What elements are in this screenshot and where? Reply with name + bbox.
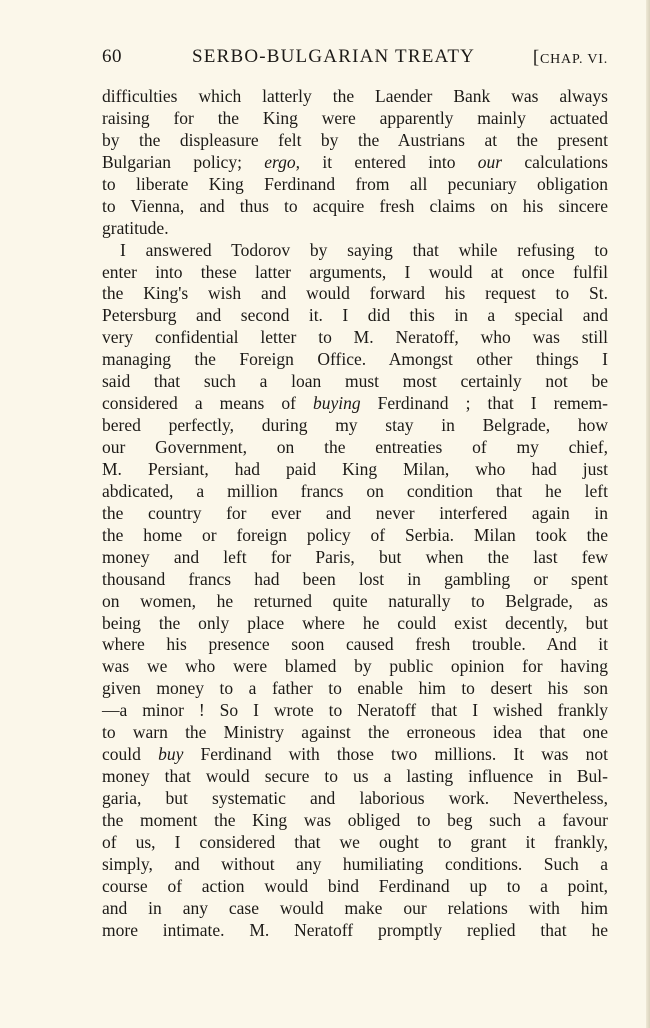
text-line: by the displeasure felt by the Austrians at the present	[102, 129, 608, 150]
text-line: the King's wish and would forward his request to St.	[102, 283, 608, 304]
text-line: Bulgarian policy; ergo, it entered into our calculations	[102, 151, 608, 172]
text-line: considered a means of buying Ferdinand ; that I remem-	[102, 393, 608, 414]
text-line: managing the Foreign Office. Amongst other things I	[102, 349, 608, 370]
italic-buying: buying	[312, 393, 361, 414]
text-line: to Vienna, and thus to acquire fresh claims on his sincere	[102, 195, 608, 216]
text-line: was we who were blamed by public opinion for having	[102, 656, 608, 677]
running-title: SERBO-BULGARIAN TREATY	[192, 46, 476, 67]
page-edge	[646, 0, 650, 1028]
text-line: money that would secure to us a lasting influence in Bul-	[102, 766, 608, 787]
text-line: thousand francs had been lost in gambling or spent	[102, 568, 608, 589]
text-line: more intimate. M. Neratoff promptly replied that he	[102, 919, 608, 940]
text-line: M. Persiant, had paid King Milan, who had just	[102, 458, 608, 479]
italic-buy: buy	[158, 744, 184, 765]
text-line: our Government, on the entreaties of my chief,	[102, 437, 608, 457]
text-line: abdicated, a million francs on condition that he left	[102, 480, 608, 501]
text-line: the home or foreign policy of Serbia. Milan took the	[102, 524, 608, 545]
text-line: could buy Ferdinand with those two millions. It was not	[102, 744, 608, 765]
text-line: where his presence soon caused fresh trouble. And it	[102, 634, 608, 655]
text-line: difficulties which latterly the Laender Bank was always	[102, 86, 608, 106]
text-line: simply, and without any humiliating conditions. Such a	[102, 853, 608, 874]
text-line: on women, he returned quite naturally to Belgrade, as	[102, 590, 608, 611]
text-line: Petersburg and second it. I did this in a special and	[102, 305, 608, 326]
italic-our: our	[477, 151, 503, 172]
running-head	[102, 46, 608, 72]
text-line: very confidential letter to M. Neratoff, who was still	[102, 327, 608, 348]
text-line: said that such a loan must most certainly not be	[102, 371, 608, 392]
text-line: being the only place where he could exist decently, but	[102, 612, 608, 633]
text-line: of us, I considered that we ought to grant it frankly,	[102, 831, 608, 852]
text-line: I answered Todorov by saying that while refusing to	[120, 239, 608, 260]
text-line: to liberate King Ferdinand from all pecuniary obligation	[102, 173, 608, 194]
text-line: —a minor ! So I wrote to Neratoff that I wished frankly	[102, 700, 608, 721]
text-line: given money to a father to enable him to desert his son	[102, 678, 608, 699]
text-line: enter into these latter arguments, I would at once fulfil	[102, 261, 608, 282]
text-line: money and left for Paris, but when the last few	[102, 546, 608, 567]
chapter-reference	[533, 47, 608, 69]
text-line: garia, but systematic and laborious work. Nevertheless,	[102, 788, 608, 808]
italic-ergo: ergo,	[264, 151, 301, 172]
text-line: bered perfectly, during my stay in Belgrade, how	[102, 415, 608, 436]
chapter-label: CHAP. VI.	[539, 52, 608, 67]
chapter-bracket: [	[532, 47, 540, 68]
text-line: the country for ever and never interfered again in	[102, 502, 608, 523]
text-line: gratitude.	[102, 217, 169, 238]
text-line: to warn the Ministry against the erroneous idea that one	[102, 722, 608, 743]
text-line: course of action would bind Ferdinand up to a point,	[102, 875, 608, 896]
text-line: raising for the King were apparently mainly actuated	[102, 107, 608, 128]
text-line: and in any case would make our relations with him	[102, 897, 608, 918]
page-number: 60	[102, 46, 122, 67]
body-text	[102, 86, 608, 942]
text-line: the moment the King was obliged to beg such a favour	[102, 809, 608, 830]
